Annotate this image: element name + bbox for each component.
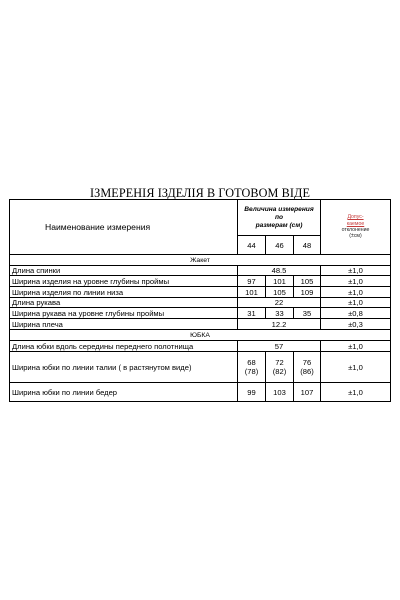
section-label: ЮБКА	[10, 330, 391, 341]
measurement-name: Ширина рукава на уровне глубины проймы	[10, 308, 238, 319]
measurement-name: Ширина изделия по линии низа	[10, 287, 238, 298]
table-row	[10, 298, 391, 308]
tolerance-value: ±1,0	[321, 383, 391, 402]
measurement-value: 72	[275, 358, 284, 367]
table-row	[10, 276, 391, 287]
table-row	[10, 383, 391, 402]
measurement-value: 105	[294, 276, 321, 287]
measurement-value: 109	[294, 287, 321, 298]
header-name-label: Наименование измерения	[45, 221, 151, 232]
table-row	[10, 352, 391, 383]
header-tolerance-line4: (±см)	[349, 233, 362, 240]
measurement-value-stretched: (78)	[244, 367, 259, 376]
size-header: 46	[266, 236, 294, 255]
measurement-value: 101	[238, 287, 266, 298]
measurement-value: 103	[266, 383, 294, 402]
measurement-value-stretched: (86)	[300, 367, 314, 376]
measurements-table	[9, 199, 391, 402]
header-tolerance-line3: отклонение	[341, 227, 370, 233]
measurement-name: Длина рукава	[10, 298, 238, 308]
header-tolerance-line2: каемое	[346, 220, 365, 227]
tolerance-value: ±1,0	[321, 341, 391, 352]
measurement-value: 105	[266, 287, 294, 298]
section-row-skirt	[10, 330, 391, 341]
tolerance-value: ±1,0	[321, 352, 391, 383]
section-row-jacket	[10, 255, 391, 266]
tolerance-value: ±0,3	[321, 319, 391, 330]
measurement-value: 57	[238, 341, 321, 352]
measurement-value: 35	[294, 308, 321, 319]
header-name-cell	[10, 200, 238, 255]
tolerance-value: ±1,0	[321, 298, 391, 308]
tolerance-value: ±1,0	[321, 276, 391, 287]
header-tolerance-cell	[321, 200, 391, 255]
measurement-name: Ширина плеча	[10, 319, 238, 330]
measurement-value-cell	[238, 352, 266, 383]
size-header: 48	[294, 236, 321, 255]
table-row	[10, 308, 391, 319]
tolerance-value: ±0,8	[321, 308, 391, 319]
table-row	[10, 319, 391, 330]
measurement-name: Длина спинки	[10, 266, 238, 276]
tolerance-value: ±1,0	[321, 287, 391, 298]
measurement-value: 22	[238, 298, 321, 308]
measurement-name: Ширина юбки по линии бедер	[10, 383, 238, 402]
measurement-value: 48.5	[238, 266, 321, 276]
measurement-name: Ширина юбки по линии талии ( в растянутом виде)	[10, 352, 238, 383]
document-title: ІЗМЕРЕНІЯ ІЗДЕЛІЯ В ГОТОВОМ ВІДЕ	[90, 186, 310, 200]
header-value-cell	[238, 200, 321, 236]
measurement-value: 33	[266, 308, 294, 319]
measurement-value: 101	[266, 276, 294, 287]
table-row	[10, 341, 391, 352]
measurement-name: Длина юбки вдоль середины переднего полотнища	[10, 341, 238, 352]
table-row	[10, 266, 391, 276]
measurement-name: Ширина изделия на уровне глубины проймы	[10, 276, 238, 287]
measurement-value: 107	[294, 383, 321, 402]
measurement-value: 68	[247, 358, 256, 367]
measurement-value-stretched: (82)	[272, 367, 287, 376]
measurement-value-cell	[266, 352, 294, 383]
measurement-value: 97	[238, 276, 266, 287]
header-row	[10, 200, 391, 236]
header-value-line2: размерам (см)	[255, 221, 303, 229]
section-label: Жакет	[10, 255, 391, 266]
measurement-value: 12.2	[238, 319, 321, 330]
measurement-value: 99	[238, 383, 266, 402]
header-tolerance-line1: Допус-	[347, 214, 364, 221]
table-row	[10, 287, 391, 298]
size-header: 44	[238, 236, 266, 255]
measurement-value-cell	[294, 352, 321, 383]
measurement-value: 31	[238, 308, 266, 319]
measurement-value: 76	[302, 358, 312, 367]
tolerance-value: ±1,0	[321, 266, 391, 276]
header-value-line1: Величина измерения по	[244, 205, 314, 221]
